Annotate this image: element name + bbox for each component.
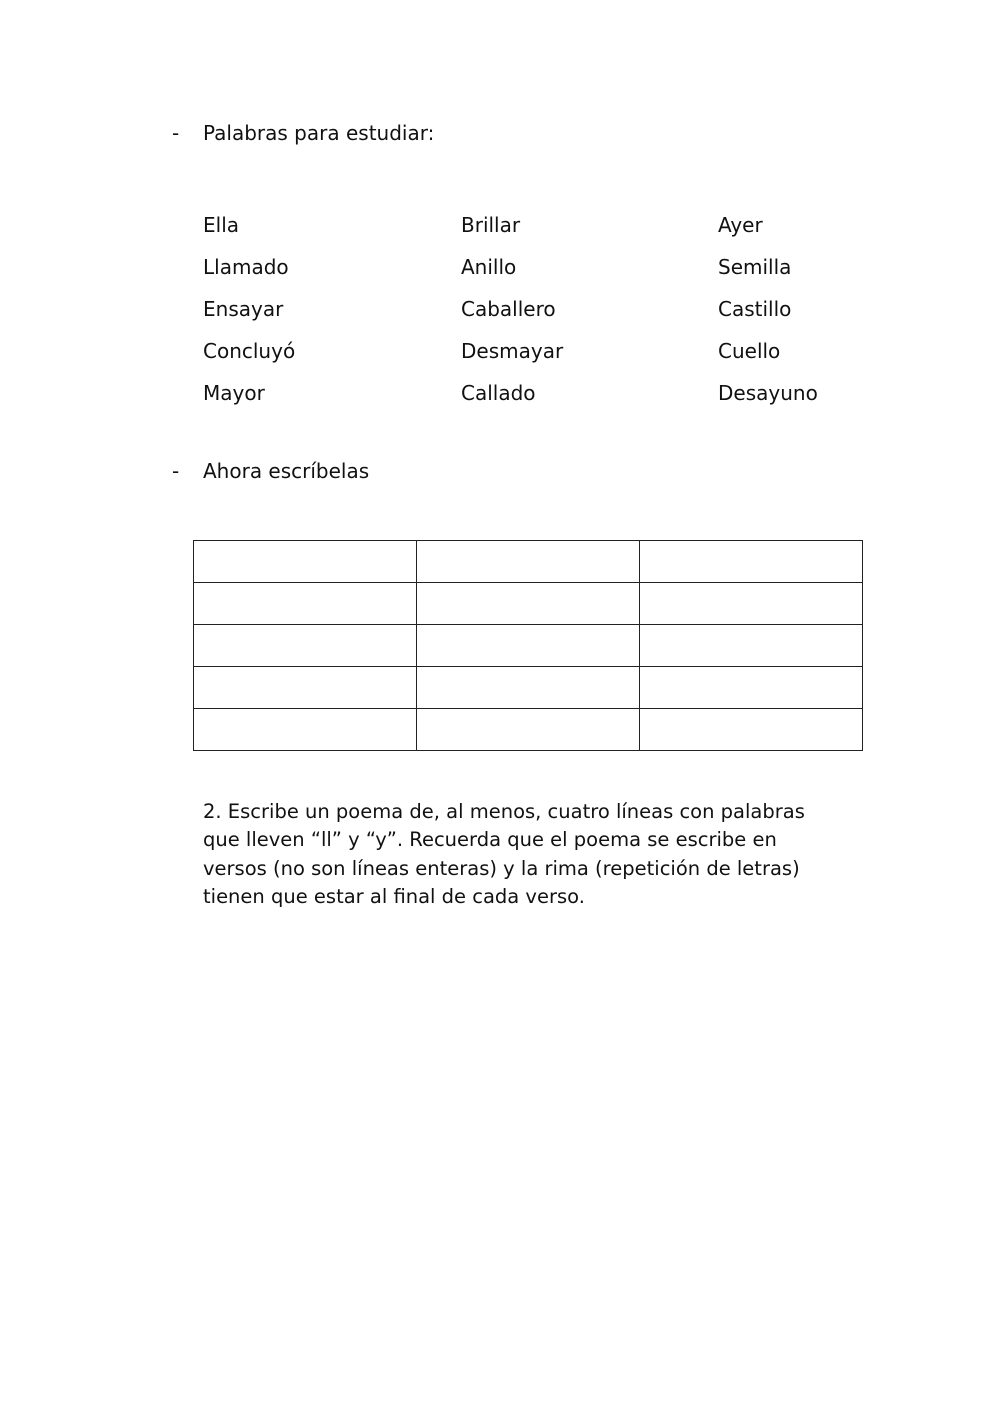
word-item: Brillar xyxy=(461,213,521,237)
table-row xyxy=(194,709,863,751)
word-item: Anillo xyxy=(461,255,517,279)
word-item: Mayor xyxy=(203,381,265,405)
answer-cell[interactable] xyxy=(640,709,863,751)
table-row xyxy=(194,667,863,709)
study-words-heading xyxy=(172,119,434,147)
bullet-dash: - xyxy=(172,459,180,483)
answer-cell[interactable] xyxy=(640,541,863,583)
answer-cell[interactable] xyxy=(640,625,863,667)
answer-cell[interactable] xyxy=(417,709,640,751)
word-row xyxy=(203,330,903,372)
answer-cell[interactable] xyxy=(194,625,417,667)
answer-cell[interactable] xyxy=(194,541,417,583)
answer-cell[interactable] xyxy=(417,625,640,667)
answer-cell[interactable] xyxy=(640,667,863,709)
table-row xyxy=(194,583,863,625)
bullet-dash: - xyxy=(172,121,180,145)
exercise-2-instructions: 2. Escribe un poema de, al menos, cuatro líneas con palabras que lleven “ll” y “y”. Recuerda que el poema se escribe en versos (no son líneas enteras) y la rima (repetición de letras) tienen que estar al final de cada verso. xyxy=(203,800,805,908)
answer-cell[interactable] xyxy=(417,667,640,709)
word-item: Ayer xyxy=(718,213,763,237)
word-item: Ensayar xyxy=(203,297,284,321)
write-them-title: Ahora escríbelas xyxy=(203,459,370,483)
answer-cell[interactable] xyxy=(417,541,640,583)
writing-table xyxy=(193,540,863,751)
word-item: Llamado xyxy=(203,255,289,279)
word-item: Semilla xyxy=(718,255,792,279)
answer-cell[interactable] xyxy=(194,709,417,751)
answer-cell[interactable] xyxy=(194,667,417,709)
word-row xyxy=(203,204,903,246)
word-item: Desmayar xyxy=(461,339,564,363)
word-row xyxy=(203,246,903,288)
word-item: Cuello xyxy=(718,339,781,363)
word-item: Concluyó xyxy=(203,339,296,363)
word-item: Callado xyxy=(461,381,536,405)
study-words-grid xyxy=(203,204,903,414)
write-them-heading xyxy=(172,457,369,485)
word-item: Castillo xyxy=(718,297,792,321)
word-row xyxy=(203,288,903,330)
answer-cell[interactable] xyxy=(640,583,863,625)
word-item: Ella xyxy=(203,213,240,237)
word-item: Desayuno xyxy=(718,381,818,405)
table-row xyxy=(194,625,863,667)
answer-cell[interactable] xyxy=(417,583,640,625)
word-item: Caballero xyxy=(461,297,556,321)
table-row xyxy=(194,541,863,583)
study-words-title: Palabras para estudiar: xyxy=(203,121,435,145)
word-row xyxy=(203,372,903,414)
answer-cell[interactable] xyxy=(194,583,417,625)
